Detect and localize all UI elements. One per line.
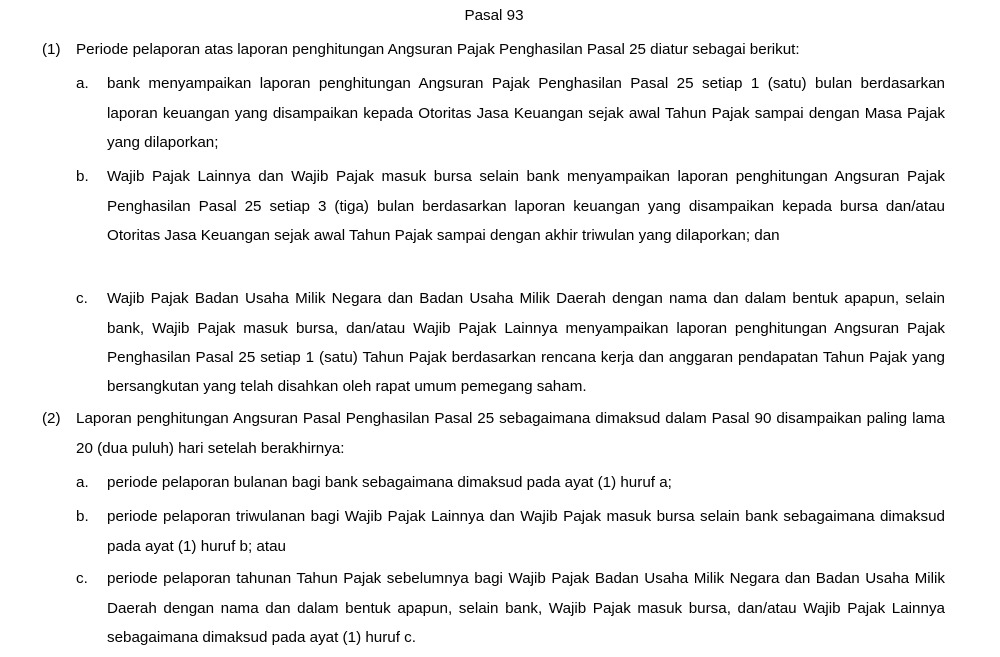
item-letter: b. [76, 508, 89, 525]
ayat-text: Periode pelaporan atas laporan penghitungan Angsuran Pajak Penghasilan Pasal 25 diatur sebagai berikut: [76, 41, 800, 59]
pasal-title: Pasal 93 [464, 7, 524, 24]
item-letter: b. [76, 168, 89, 185]
item-text: periode pelaporan tahunan Tahun Pajak sebelumnya bagi Wajib Pajak Badan Usaha Milik Negara dan Badan Usaha Milik Daerah dengan nama dan dalam bentuk apapun, selain bank, Wajib Pajak masuk bursa, dan/atau Wajib Pajak Lainnya sebagaimana dimaksud pada ayat (1) huruf c. [107, 570, 945, 646]
item-letter: a. [76, 474, 89, 491]
item-text: periode pelaporan triwulanan bagi Wajib Pajak Lainnya dan Wajib Pajak masuk bursa selain bank sebagaimana dimaksud pada ayat (1) huruf b; atau [107, 508, 945, 555]
item-letter: c. [76, 570, 88, 587]
ayat-number: (1) [42, 41, 61, 58]
ayat-number: (2) [42, 410, 61, 427]
item-letter: c. [76, 290, 88, 307]
item-letter: a. [76, 75, 89, 92]
item-text: periode pelaporan bulanan bagi bank sebagaimana dimaksud pada ayat (1) huruf a; [107, 474, 672, 492]
item-text: Wajib Pajak Lainnya dan Wajib Pajak masuk bursa selain bank menyampaikan laporan penghitungan Angsuran Pajak Penghasilan Pasal 25 setiap 3 (tiga) bulan berdasarkan laporan keuangan yang disampaikan kepada bursa dan/atau Otoritas Jasa Keuangan sejak awal Tahun Pajak sampai dengan akhir triwulan yang dilaporkan; dan [107, 168, 945, 244]
item-text: Wajib Pajak Badan Usaha Milik Negara dan Badan Usaha Milik Daerah dengan nama dan dalam bentuk apapun, selain bank, Wajib Pajak masuk bursa, dan/atau Wajib Pajak Lainnya menyampaikan laporan penghitungan Angsuran Pajak Penghasilan Pasal 25 setiap 1 (satu) Tahun Pajak berdasarkan rencana kerja dan anggaran pendapatan Tahun Pajak yang bersangkutan yang telah disahkan oleh rapat umum pemegang saham. [107, 290, 945, 396]
ayat-text: Laporan penghitungan Angsuran Pasal Penghasilan Pasal 25 sebagaimana dimaksud dalam Pasal 90 disampaikan paling lama 20 (dua puluh) hari setelah berakhirnya: [76, 410, 945, 457]
item-text: bank menyampaikan laporan penghitungan Angsuran Pajak Penghasilan Pasal 25 setiap 1 (satu) bulan berdasarkan laporan keuangan yang disampaikan kepada Otoritas Jasa Keuangan sejak awal Tahun Pajak sampai dengan Masa Pajak yang dilaporkan; [107, 75, 945, 151]
